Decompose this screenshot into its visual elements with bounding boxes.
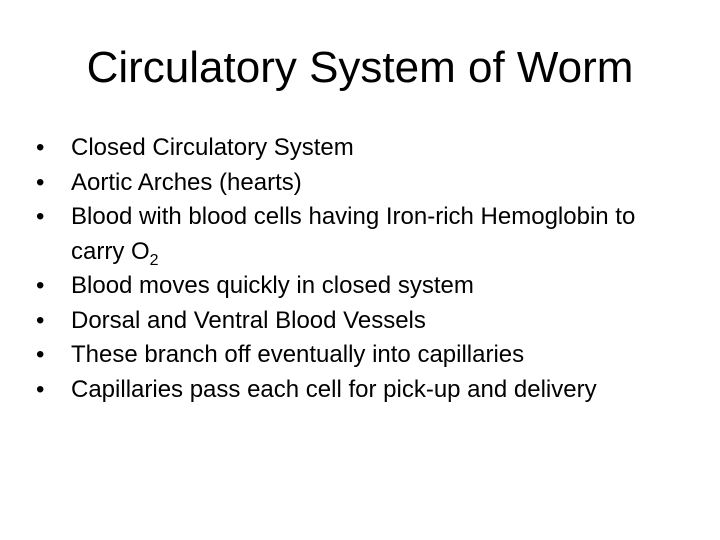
bullet-dot: • [36, 306, 45, 334]
bullet-item [36, 304, 686, 339]
bullet-text: Closed Circulatory System [71, 134, 354, 161]
bullet-item [36, 200, 686, 269]
bullet-dot: • [36, 134, 45, 161]
slide-title: Circulatory System of Worm [86, 43, 634, 92]
bullet-item [36, 338, 686, 373]
bullet-dot: • [36, 272, 45, 299]
bullet-dot: • [36, 375, 45, 403]
bullet-item [36, 269, 686, 304]
bullet-item [36, 373, 686, 408]
bullet-item [36, 131, 686, 166]
bullet-text: Aortic Arches (hearts) [71, 168, 302, 196]
bullet-subscript: 2 [149, 251, 159, 269]
bullet-text: These branch off eventually into capillaries [71, 341, 525, 368]
bullet-text: Capillaries pass each cell for pick-up and delivery [71, 375, 597, 403]
bullet-item [36, 166, 686, 201]
bullet-dot: • [36, 168, 45, 196]
bullet-text: Blood with blood cells having Iron-rich Hemoglobin to carry O [71, 203, 636, 265]
bullet-list [36, 131, 686, 407]
bullet-text: Dorsal and Ventral Blood Vessels [71, 306, 426, 334]
bullet-dot: • [36, 341, 45, 368]
bullet-dot: • [36, 203, 45, 230]
bullet-text: Blood moves quickly in closed system [71, 272, 474, 299]
